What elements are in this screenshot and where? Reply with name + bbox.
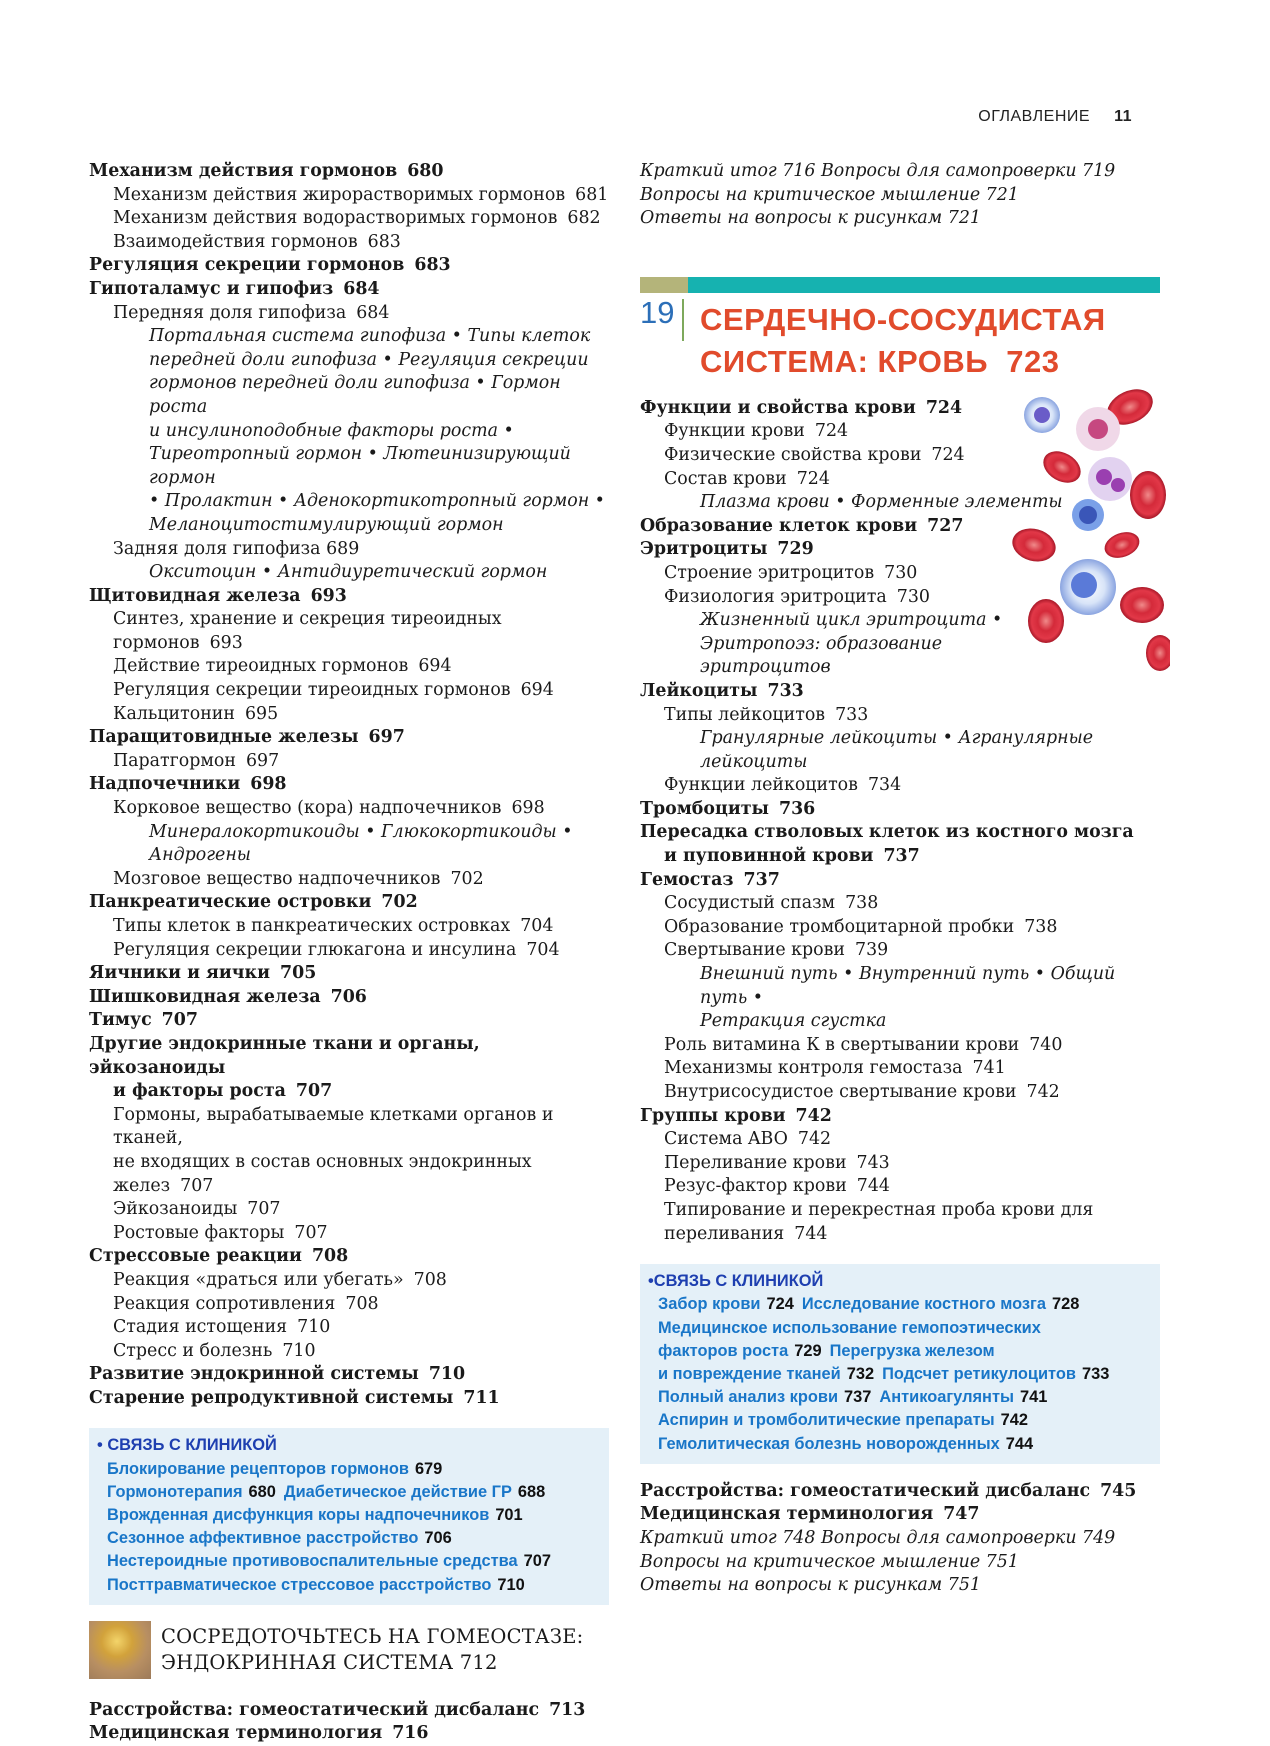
toc-entry[interactable]: Механизм действия жирорастворимых гормонов 681 [113, 184, 609, 205]
toc-entry[interactable]: Реакция «драться или убегать» 708 [113, 1269, 447, 1290]
toc-review-line[interactable]: Ответы на вопросы к рисункам 721 [640, 208, 981, 229]
toc-subtopics: Жизненный цикл эритроцита • Эритропоэз: образование эритроцитов [700, 610, 1003, 678]
clinic-row[interactable]: Гормонотерапия 680 Диабетическое действие ГР 688 [107, 1482, 546, 1501]
toc-entry[interactable]: Свертывание крови 739 [664, 940, 889, 961]
toc-entry[interactable]: Медицинская терминология 716 [89, 1723, 429, 1744]
toc-entry[interactable]: Паратгормон 697 [113, 750, 280, 771]
toc-entry[interactable]: Развитие эндокринной системы 710 [89, 1364, 466, 1385]
page-number: 11 [1114, 108, 1132, 125]
toc-entry[interactable]: Состав крови 724 [664, 468, 830, 489]
toc-entry[interactable]: Передняя доля гипофиза 684 [113, 302, 390, 323]
toc-entry[interactable]: Медицинская терминология 747 [640, 1504, 980, 1525]
clinic-row[interactable]: Забор крови 724 Исследование костного мозга 728 [658, 1295, 1080, 1314]
red-blood-cell [1101, 528, 1143, 563]
toc-entry[interactable]: Типирование и перекрестная проба крови для переливания 744 [664, 1199, 1094, 1244]
toc-entry[interactable]: Строение эритроцитов 730 [664, 562, 918, 583]
toc-review-line[interactable]: Краткий итог 716 Вопросы для самопроверки 719 [640, 161, 1116, 181]
toc-entry[interactable]: Переливание крови 743 [664, 1152, 890, 1173]
toc-entry[interactable]: Сосудистый спазм 738 [664, 893, 879, 914]
toc-review-line[interactable]: Вопросы на критическое мышление 751 [640, 1551, 1019, 1572]
toc-entry[interactable]: Мозговое вещество надпочечников 702 [113, 868, 484, 889]
toc-subtopics: Плазма крови • Форменные элементы [700, 492, 1063, 513]
toc-entry[interactable]: Физиология эритроцита 730 [664, 586, 930, 607]
toc-review-line[interactable]: Ответы на вопросы к рисункам 751 [640, 1575, 981, 1596]
toc-entry[interactable]: Резус-фактор крови 744 [664, 1176, 890, 1197]
toc-entry[interactable]: Другие эндокринные ткани и органы, эйкозаноиды и факторы роста 707 [89, 1033, 480, 1102]
toc-entry[interactable]: Стрессовые реакции 708 [89, 1246, 349, 1267]
toc-entry[interactable]: Гемостаз 737 [640, 869, 780, 890]
toc-entry[interactable]: Регуляция секреции гормонов 683 [89, 255, 451, 276]
toc-subtopics: Портальная система гипофиза • Типы клеток передней доли гипофиза • Регуляция секреции гормонов передней доли гипофиза • Гормон роста и инсулиноподобные факторы роста • Тиреотропный гормон • Лютеинизирующий гормон • Пролактин • Аденокортикотропный гормон • Меланоцитостимулирующий гормон [149, 326, 605, 535]
toc-entry[interactable]: Реакция сопротивления 708 [113, 1293, 379, 1314]
running-head-label: ОГЛАВЛЕНИЕ [978, 108, 1091, 125]
clinic-row[interactable]: Блокирование рецепторов гормонов 679 [107, 1459, 443, 1478]
toc-entry[interactable]: Гормоны, вырабатываемые клетками органов и тканей, не входящих в состав основных эндокринных желез 707 [113, 1104, 554, 1196]
toc-entry[interactable]: Панкреатические островки 702 [89, 892, 418, 913]
red-blood-cell [1120, 587, 1164, 623]
toc-entry[interactable]: Образование клеток крови 727 [640, 515, 964, 536]
toc-entry[interactable]: Лейкоциты 733 [640, 680, 804, 701]
toc-entry[interactable]: Роль витамина К в свертывании крови 740 [664, 1034, 1063, 1055]
toc-entry[interactable]: Шишковидная железа 706 [89, 986, 367, 1007]
red-blood-cell [1146, 635, 1170, 671]
clinic-row[interactable]: Нестероидные противовоспалительные средства 707 [107, 1552, 551, 1571]
toc-entry[interactable]: Стресс и болезнь 710 [113, 1340, 316, 1361]
clinic-row[interactable]: Гемолитическая болезнь новорожденных 744 [658, 1434, 1034, 1453]
chapter-color-bar [640, 277, 1160, 293]
toc-entry[interactable]: Синтез, хранение и секреция тиреоидных гормонов 693 [113, 609, 502, 653]
clinic-row[interactable]: и повреждение тканей 732 Подсчет ретикулоцитов 733 [658, 1364, 1110, 1383]
toc-entry[interactable]: Старение репродуктивной системы 711 [89, 1387, 500, 1408]
toc-entry[interactable]: Кальцитонин 695 [113, 703, 279, 724]
toc-subtopics: Минералокортикоиды • Глюкокортикоиды • Андрогены [149, 821, 573, 866]
toc-entry[interactable]: Функции крови 724 [664, 421, 849, 442]
clinical-connection-box [89, 1428, 609, 1604]
red-blood-cell [1130, 471, 1166, 519]
toc-entry[interactable]: Расстройства: гомеостатический дисбаланс 713 [89, 1699, 586, 1720]
toc-entry[interactable]: Тромбоциты 736 [640, 798, 816, 819]
toc-entry[interactable]: Система ABO 742 [664, 1129, 832, 1150]
toc-entry[interactable]: Внутрисосудистое свертывание крови 742 [664, 1082, 1060, 1102]
blood-cells-illustration [1010, 385, 1170, 675]
focus-thumbnail-image [89, 1621, 151, 1679]
toc-entry[interactable]: Расстройства: гомеостатический дисбаланс 745 [640, 1480, 1137, 1501]
red-blood-cell [1038, 445, 1087, 489]
toc-entry[interactable]: Регуляция секреции глюкагона и инсулина 704 [113, 939, 560, 960]
toc-entry[interactable]: Стадия истощения 710 [113, 1317, 331, 1338]
toc-subtopics: Внешний путь • Внутренний путь • Общий путь • Ретракция сгустка [700, 964, 1116, 1032]
running-head [978, 108, 1132, 126]
toc-entry[interactable]: Пересадка стволовых клеток из костного мозга и пуповинной крови 737 [640, 822, 1134, 867]
toc-entry[interactable]: Корковое вещество (кора) надпочечников 698 [113, 798, 545, 819]
clinic-row[interactable]: Сезонное аффективное расстройство 706 [107, 1529, 452, 1548]
toc-entry[interactable]: Образование тромбоцитарной пробки 738 [664, 916, 1058, 937]
toc-subtopics: Гранулярные лейкоциты • Агранулярные лейкоциты [700, 728, 1094, 772]
chapter-heading[interactable] [640, 294, 1160, 383]
chapter-title: СЕРДЕЧНО-СОСУДИСТАЯ СИСТЕМА: КРОВЬ 723 [700, 301, 1106, 379]
clinic-title: •СВЯЗЬ С КЛИНИКОЙ [648, 1272, 824, 1291]
toc-entry[interactable]: Функции лейкоцитов 734 [664, 775, 902, 796]
toc-entry[interactable]: Яичники и яички 705 [89, 963, 317, 984]
toc-entry[interactable]: Взаимодействия гормонов 683 [113, 231, 401, 252]
clinic-row[interactable]: Посттравматическое стрессовое расстройство 710 [107, 1575, 525, 1594]
toc-subtopics: Окситоцин • Антидиуретический гормон [149, 562, 548, 583]
toc-left-column [89, 160, 609, 1746]
chapter-number: 19 [640, 299, 684, 341]
toc-entry[interactable]: Физические свойства крови 724 [664, 444, 965, 465]
red-blood-cell [1010, 524, 1059, 566]
toc-entry[interactable]: Типы лейкоцитов 733 [664, 704, 869, 725]
toc-entry[interactable]: Эритроциты 729 [640, 539, 814, 560]
clinic-row[interactable]: факторов роста 729 Перегрузка железом [658, 1341, 995, 1360]
clinic-row[interactable]: Полный анализ крови 737 Антикоагулянты 741 [658, 1388, 1048, 1407]
toc-entry[interactable]: Тимус 707 [89, 1010, 198, 1031]
toc-entry[interactable]: Задняя доля гипофиза 689 [113, 538, 360, 559]
toc-entry[interactable]: Механизмы контроля гемостаза 741 [664, 1058, 1006, 1079]
focus-on-homeostasis[interactable]: СОСРЕДОТОЧЬТЕСЬ НА ГОМЕОСТАЗЕ: ЭНДОКРИННАЯ СИСТЕМА 712 [89, 1621, 609, 1679]
clinic-title: • СВЯЗЬ С КЛИНИКОЙ [97, 1436, 277, 1455]
toc-entry[interactable]: Регуляция секреции тиреоидных гормонов 694 [113, 680, 554, 701]
red-blood-cell [1028, 599, 1064, 643]
toc-review-line[interactable]: Краткий итог 748 Вопросы для самопроверки 749 [640, 1527, 1116, 1548]
toc-entry[interactable]: Паращитовидные железы 697 [89, 727, 405, 748]
toc-entry[interactable]: Механизм действия гормонов 680 [89, 161, 444, 181]
toc-entry[interactable]: Группы крови 742 [640, 1105, 832, 1126]
toc-right-column [640, 160, 1160, 1598]
toc-entry[interactable]: Действие тиреоидных гормонов 694 [113, 656, 452, 677]
toc-entry[interactable]: Гипоталамус и гипофиз 684 [89, 278, 380, 299]
clinical-connection-box [640, 1264, 1160, 1464]
clinic-row[interactable]: Врожденная дисфункция коры надпочечников 701 [107, 1506, 523, 1525]
toc-entry[interactable]: Типы клеток в панкреатических островках 704 [113, 916, 554, 936]
toc-entry[interactable]: Ростовые факторы 707 [113, 1222, 328, 1243]
toc-entry[interactable]: Функции и свойства крови 724 [640, 397, 963, 418]
clinic-row[interactable]: Медицинское использование гемопоэтических [658, 1318, 1041, 1337]
toc-entry[interactable]: Надпочечники 698 [89, 774, 287, 795]
toc-review-line[interactable]: Вопросы на критическое мышление 721 [640, 184, 1019, 205]
toc-entry[interactable]: Эйкозаноиды 707 [113, 1199, 281, 1220]
clinic-row[interactable]: Аспирин и тромболитические препараты 742 [658, 1411, 1028, 1430]
toc-entry[interactable]: Щитовидная железа 693 [89, 585, 347, 606]
toc-entry[interactable]: Механизм действия водорастворимых гормонов 682 [113, 208, 601, 229]
